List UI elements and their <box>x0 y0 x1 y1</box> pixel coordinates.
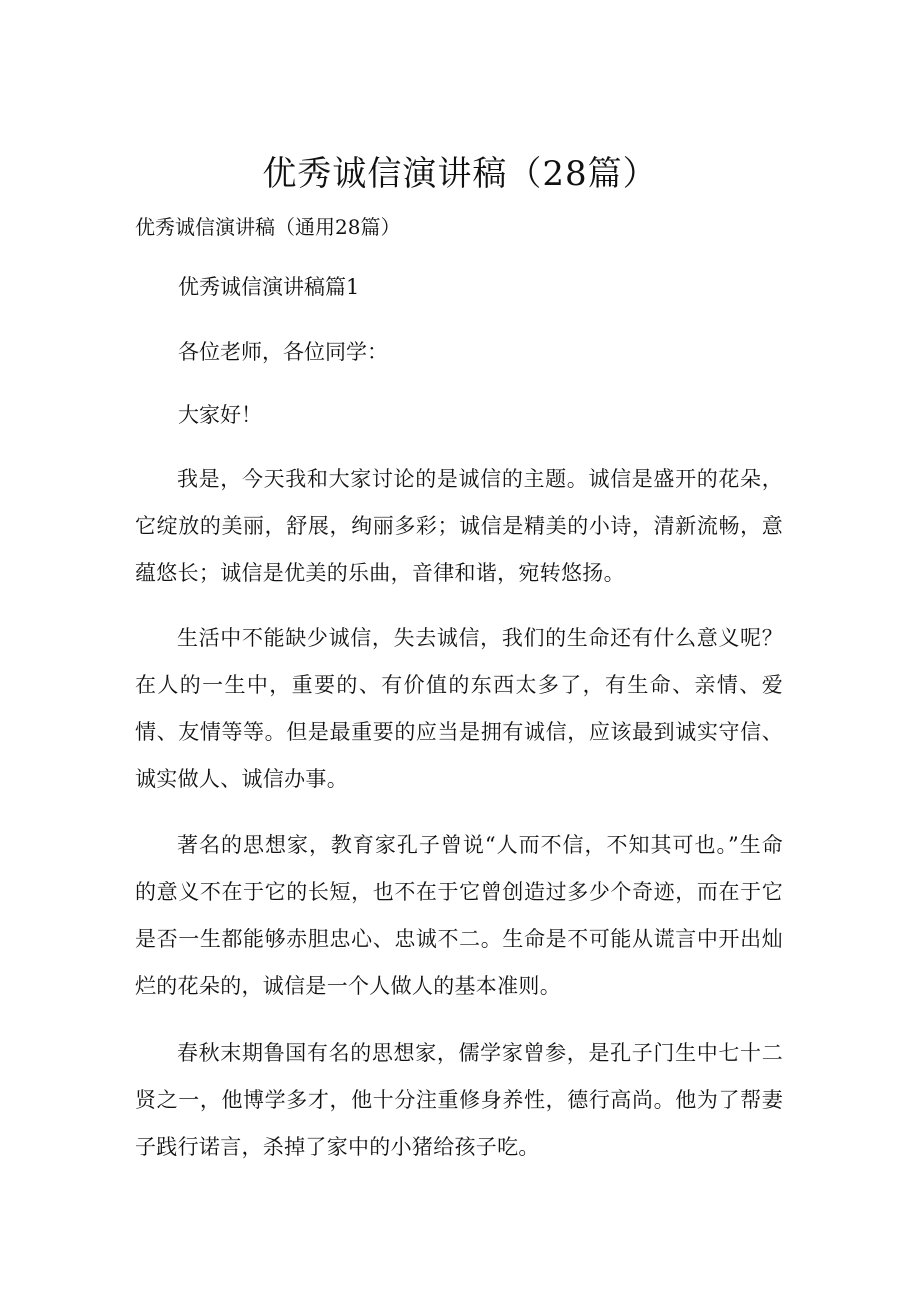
document-subtitle: 优秀诚信演讲稿（通用28篇） <box>135 215 401 239</box>
section-heading: 优秀诚信演讲稿篇1 <box>178 275 360 299</box>
paragraph-1: 我是，今天我和大家讨论的是诚信的主题。诚信是盛开的花朵，它绽放的美丽，舒展，绚丽多彩；诚信是精美的小诗，清新流畅，意蕴悠长；诚信是优美的乐曲，音律和谐，宛转悠扬。 <box>135 467 783 585</box>
paragraph-2: 生活中不能缺少诚信，失去诚信，我们的生命还有什么意义呢？在人的一生中，重要的、有价值的东西太多了，有生命、亲情、爱情、友情等等。但是最重要的应当是拥有诚信，应该最到诚实守信、诚实做人、诚信办事。 <box>135 626 783 791</box>
document-title: 优秀诚信演讲稿（28篇） <box>262 154 658 194</box>
salutation: 各位老师，各位同学： <box>178 340 388 364</box>
paragraph-4: 春秋末期鲁国有名的思想家，儒学家曾参，是孔子门生中七十二贤之一，他博学多才，他十分注重修身养性，德行高尚。他为了帮妻子践行诺言，杀掉了家中的小猪给孩子吃。 <box>135 1041 783 1159</box>
paragraph-3: 著名的思想家，教育家孔子曾说“人而不信，不知其可也。”生命的意义不在于它的长短，也不在于它曾创造过多少个奇迹，而在于它是否一生都能够赤胆忠心、忠诚不二。生命是不可能从谎言中开出灿烂的花朵的，诚信是一个人做人的基本准则。 <box>135 833 783 998</box>
greeting: 大家好！ <box>178 403 262 427</box>
